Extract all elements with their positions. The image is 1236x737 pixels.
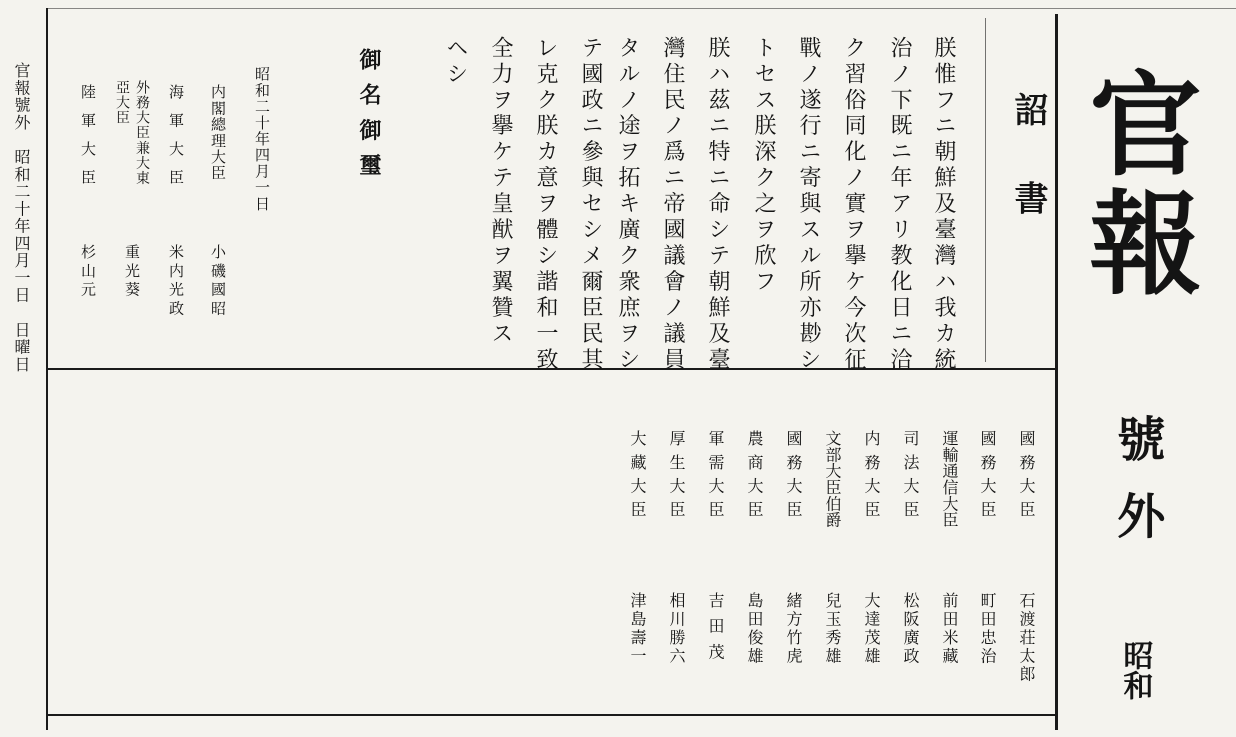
signatory-name: 米内光政 <box>167 244 185 319</box>
signatory-title: 陸軍大臣 <box>79 84 97 198</box>
bottom-horizontal-rule <box>48 714 1055 716</box>
frame-top-rule <box>46 8 1236 9</box>
margin-running-header: 官報號外 昭和二十年四月一日 日曜日 <box>12 62 31 374</box>
cabinet-title: 國務大臣 <box>784 430 803 525</box>
edict-date: 昭和二十年四月一日 <box>253 66 271 212</box>
edict-line: 朕惟フニ朝鮮及臺灣ハ我カ統 <box>931 36 956 374</box>
cabinet-name: 津島壽一 <box>628 592 647 666</box>
masthead-title: 官報 <box>1071 66 1202 304</box>
edict-line: タルノ途ヲ拓キ廣ク衆庶ヲシ <box>615 36 640 374</box>
cabinet-title: 内務大臣 <box>862 430 881 525</box>
cabinet-title: 國務大臣 <box>1017 430 1036 525</box>
cabinet-name: 大達茂雄 <box>862 592 881 666</box>
cabinet-title: 國務大臣 <box>978 430 997 525</box>
signatory-title: 海軍大臣 <box>167 84 185 198</box>
masthead-divider-rule <box>1055 14 1058 730</box>
cabinet-name: 緒方竹虎 <box>784 592 803 666</box>
cabinet-name: 石渡荘太郎 <box>1017 592 1036 684</box>
cabinet-name: 兒玉秀雄 <box>823 592 842 666</box>
edict-line: 全力ヲ擧ケテ皇猷ヲ翼贊ス <box>488 36 513 348</box>
edict-line: 治ノ下既ニ年アリ教化日ニ洽 <box>887 36 912 374</box>
cabinet-title: 文部大臣伯爵 <box>823 430 842 528</box>
edict-line: レ克ク朕カ意ヲ體シ諧和一致 <box>533 36 558 374</box>
cabinet-name: 島田俊雄 <box>745 592 764 666</box>
cabinet-name: 前田米藏 <box>940 592 959 666</box>
cabinet-title: 司法大臣 <box>901 430 920 525</box>
imperial-signature: 御名御璽 <box>356 48 382 189</box>
signatory-name: 杉山元 <box>79 244 97 301</box>
cabinet-name: 吉田茂 <box>706 592 725 669</box>
cabinet-name: 町田忠治 <box>978 592 997 666</box>
masthead-era: 昭和 <box>1117 640 1153 700</box>
cabinet-title: 大藏大臣 <box>628 430 647 525</box>
edict-title-rule <box>985 18 986 362</box>
cabinet-title: 農商大臣 <box>745 430 764 525</box>
cabinet-title: 軍需大臣 <box>706 430 725 525</box>
edict-line: 朕ハ茲ニ特ニ命シテ朝鮮及臺 <box>705 36 730 374</box>
cabinet-name: 松阪廣政 <box>901 592 920 666</box>
edict-line: テ國政ニ參與セシメ爾臣民其 <box>578 36 603 374</box>
signatory-title: 内閣總理大臣 <box>209 84 227 182</box>
edict-line: ク習俗同化ノ實ヲ擧ケ今次征 <box>841 36 866 374</box>
signatory-name: 重光葵 <box>123 244 141 301</box>
cabinet-title: 厚生大臣 <box>667 430 686 525</box>
edict-title: 詔書 <box>1008 92 1048 269</box>
signatory-compound-title <box>112 80 154 200</box>
edict-line: 灣住民ノ爲ニ帝國議會ノ議員 <box>660 36 685 374</box>
cabinet-title: 運輸通信大臣 <box>940 430 959 528</box>
edict-line: ヘシ <box>443 36 468 88</box>
signatory-name: 小磯國昭 <box>209 244 227 319</box>
edict-line: トセス朕深ク之ヲ欣フ <box>751 36 776 296</box>
cabinet-name: 相川勝六 <box>667 592 686 666</box>
edict-line: 戰ノ遂行ニ寄與スル所亦尠シ <box>796 36 821 374</box>
masthead-issue-type: 號外 <box>1108 414 1165 568</box>
signatory-title: 外務大臣兼大東亞大臣 <box>114 80 150 186</box>
